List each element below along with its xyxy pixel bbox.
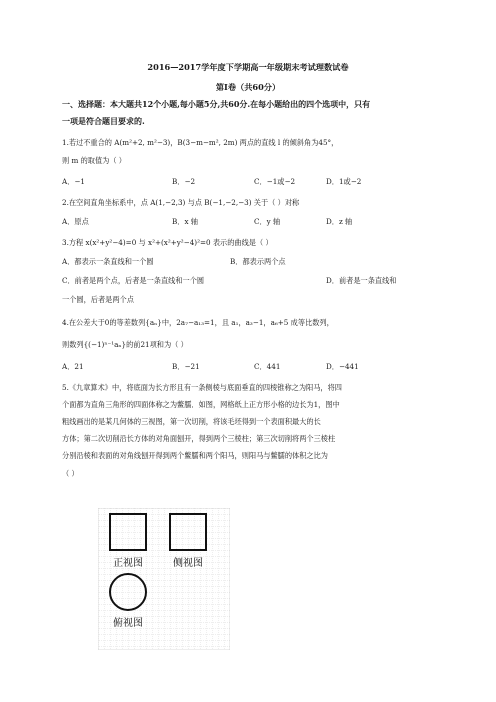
q3-option-d: D．前者是一条直线和 <box>326 276 397 285</box>
q2-option-b: B．x 轴 <box>172 217 198 226</box>
q1-option-d: D．1或−2 <box>326 177 362 186</box>
q3-option-c: C．前者是两个点，后者是一条直线和一个圆 <box>62 276 205 285</box>
q5-stem-line3: 粗线画出的是某几何体的三视图，第一次切削，将该毛坯得到一个表面积最大的长 <box>62 417 321 426</box>
q4-option-b: B．−21 <box>172 362 200 371</box>
q4-option-d: D．−441 <box>326 362 359 371</box>
front-view-label: 正视图 <box>113 558 143 569</box>
q4-option-a: A．21 <box>62 362 84 371</box>
q2-option-d: D．z 轴 <box>326 217 353 226</box>
section-heading-line2: 一项是符合题目要求的. <box>62 116 145 126</box>
exam-title: 2016—2017学年度下学期高一年级期末考试理数试卷 <box>147 62 349 72</box>
q1-option-b: B．−2 <box>172 177 196 186</box>
q1-stem-line2: 则 m 的取值为（ ） <box>62 156 126 165</box>
q1-option-a: A．−1 <box>62 177 85 186</box>
q2-option-c: C．y 轴 <box>254 217 281 226</box>
q3-option-a: A．都表示一条直线和一个圆 <box>62 257 154 266</box>
q2-stem: 2.在空间直角坐标系中，点 A(1,−2,3) 与点 B(−1,−2,−3) 关于（ ）对称 <box>62 198 300 207</box>
q3-option-d-continued: 一个圆，后者是两个点 <box>62 295 134 304</box>
q2-option-a: A．原点 <box>62 217 89 226</box>
q3-stem: 3.方程 x(x²+y²−4)=0 与 x²+(x²+y²−4)²=0 表示的曲线是（ ） <box>62 238 273 247</box>
q5-stem-line1: 5.《九章算术》中，将底面为长方形且有一条侧棱与底面垂直的四棱锥称之为阳马，将四 <box>62 383 342 392</box>
q1-stem-line1: 1.若过不重合的 A(m²+2, m²−3)，B(3−m−m², 2m) 两点的直线 l 的倾斜角为45°， <box>62 138 339 147</box>
three-view-figure <box>98 508 230 650</box>
top-view-label: 俯视图 <box>113 618 143 629</box>
section-heading-line1: 一、选择题：本大题共12个小题,每小题5分,共60分.在每小题给出的四个选项中，只有 <box>62 99 371 109</box>
q5-stem-line5: 分别沿棱和表面的对角线刨开得到两个鳖臑和两个阳马，则阳马与鳖臑的体积之比为 <box>62 451 328 460</box>
q4-option-c: C．441 <box>254 362 281 371</box>
q3-option-b: B．都表示两个点 <box>230 257 286 266</box>
q5-stem-line6: （ ） <box>62 469 79 478</box>
q4-stem-line2: 则数列{(−1)ⁿ⁻¹aₙ}的前21项和为（ ） <box>62 340 188 349</box>
q5-stem-line2: 个面都为直角三角形的四面体称之为鳖臑．如图，网格纸上正方形小格的边长为1，图中 <box>62 400 340 409</box>
side-view-label: 侧视图 <box>173 558 203 569</box>
exam-part-title: 第Ⅰ卷（共60分） <box>215 82 281 92</box>
q4-stem-line1: 4.在公差大于0的等差数列{aₙ}中，2a₇−a₁₃=1，且 a₁，a₃−1，a₆+5 成等比数列， <box>62 318 334 327</box>
q5-stem-line4: 方体；第二次切削沿长方体的对角面刨开，得到两个三棱柱；第三次切削将两个三棱柱 <box>62 434 336 443</box>
q1-option-c: C．−1或−2 <box>254 177 296 186</box>
three-view-svg <box>98 508 230 650</box>
